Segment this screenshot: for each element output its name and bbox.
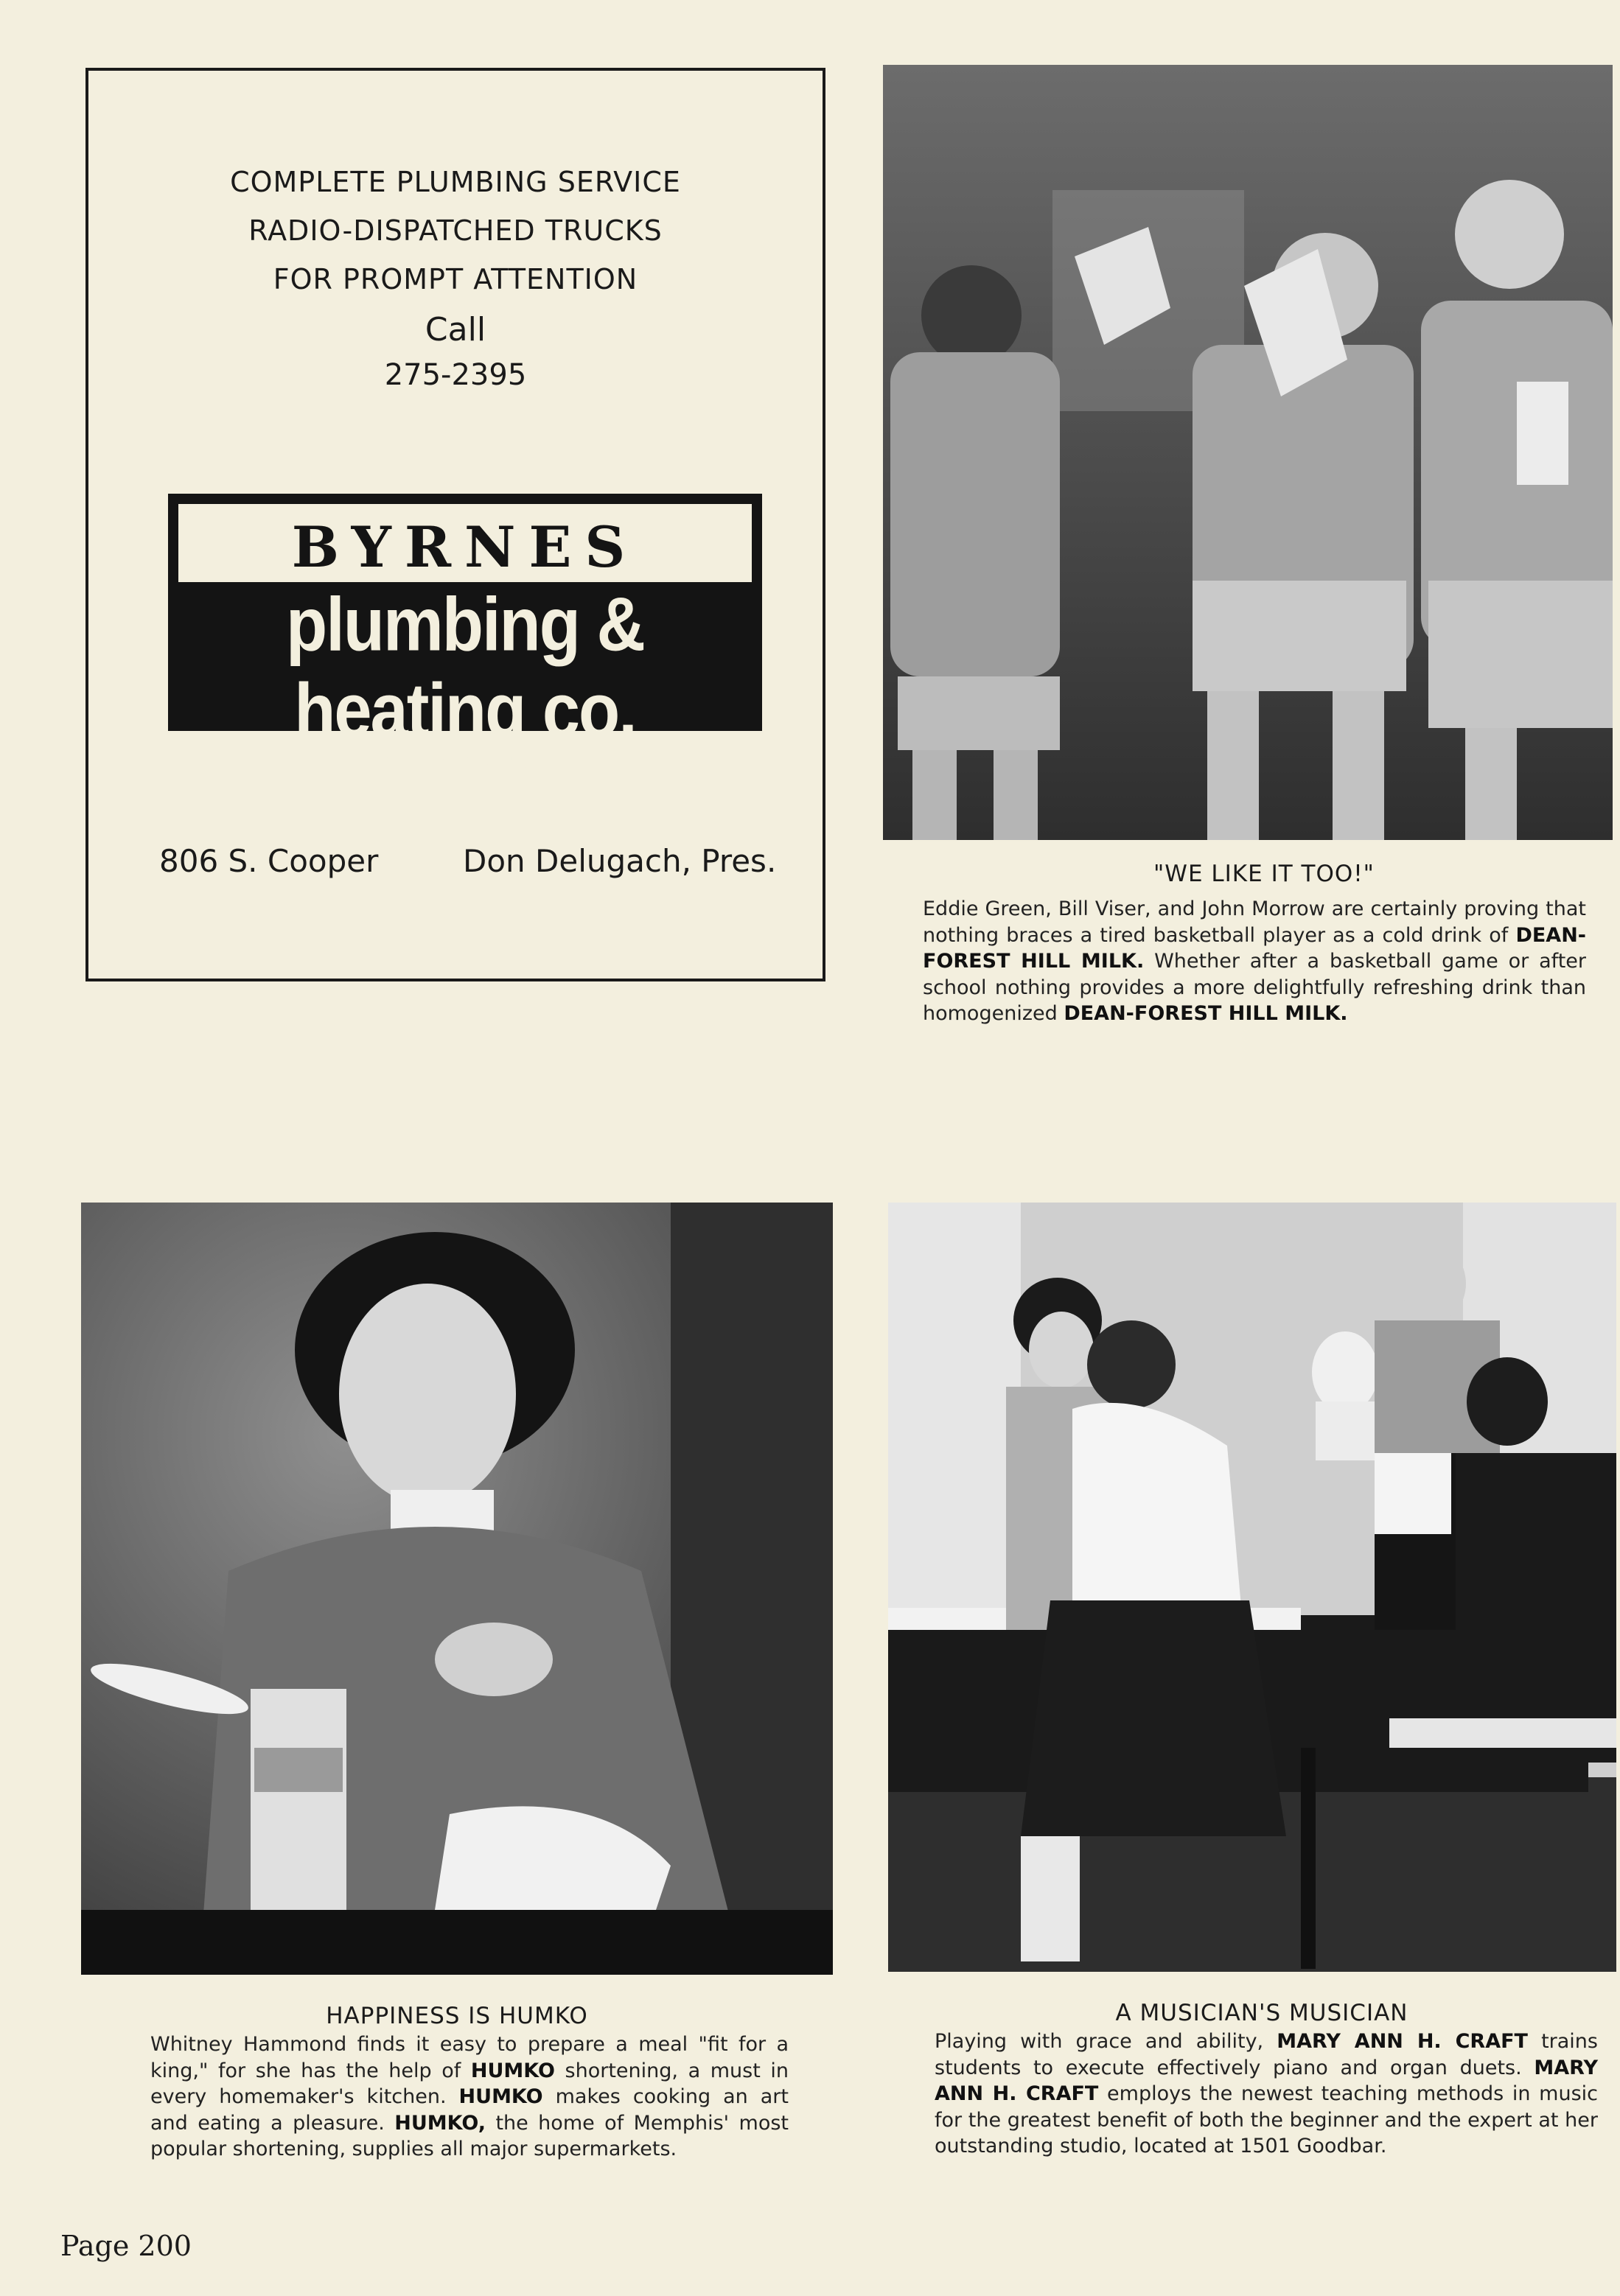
milk-caption-title: "WE LIKE IT TOO!" [1153,861,1375,887]
humko-caption-body [150,2031,789,2163]
musician-text-1: Playing with grace and ability, [935,2030,1277,2053]
humko-text-3: makes cooking an art and eating a pleasure. [150,2085,789,2135]
milk-text-1: Eddie Green, Bill Viser, and John Morrow are certainly proving that nothing braces a tired basketball player as a cold drink of [923,897,1586,947]
musician-name-2: MARY ANN H. CRAFT [935,2056,1598,2105]
basketball-players-photo [883,65,1613,840]
humko-text-2: shortening, a must in every homemaker's kitchen. [150,2059,789,2108]
milk-text-2: Whether after a basketball game or after school nothing provides a more delightfully refreshing drink than homogenized [923,950,1586,1025]
piano-studio-photo [888,1203,1616,1972]
musician-name-1: MARY ANN H. CRAFT [1277,2030,1528,2053]
ad-call: Call [425,311,486,349]
logo-incorporated: incorporated [369,748,562,778]
ad-president: Don Delugach, Pres. [463,843,777,879]
milk-brand-2: DEAN-FOREST HILL MILK. [1064,1002,1348,1025]
musician-caption-title: A MUSICIAN'S MUSICIAN [1115,2000,1408,2026]
logo-subtitle: plumbing & heating co. [286,582,644,753]
ad-phone: 275-2395 [384,358,527,392]
page-number: Page 200 [60,2230,192,2262]
ad-line-1: COMPLETE PLUMBING SERVICE [230,166,681,198]
plumbing-advertisement [85,68,825,981]
ad-address: 806 S. Cooper [159,843,379,879]
musician-text-2: trains students to execute effectively piano and organ duets. [935,2030,1598,2079]
humko-caption-title: HAPPINESS IS HUMKO [326,2003,588,2029]
logo-name: BYRNES [174,500,756,587]
milk-caption-body [923,896,1586,1027]
humko-brand-2: HUMKO [458,2085,543,2108]
musician-caption-body [935,2029,1598,2160]
humko-brand-1: HUMKO [470,2059,555,2082]
humko-text-1: Whitney Hammond finds it easy to prepare a meal "fit for a king," for she has the help of [150,2033,789,2082]
musician-text-3: employs the newest teaching methods in music for the greatest benefit of both the beginner and the expert at her outstanding studio, located at 1501 Goodbar. [935,2082,1599,2157]
milk-brand-1: DEAN-FOREST HILL MILK. [923,923,1586,973]
byrnes-logo [168,494,762,778]
humko-woman-photo [81,1203,833,1975]
ad-slogan [88,158,823,396]
ad-line-2: RADIO-DISPATCHED TRUCKS [248,214,663,247]
humko-text-4: the home of Memphis' most popular shortening, supplies all major supermarkets. [150,2111,789,2160]
humko-brand-3: HUMKO, [394,2111,486,2135]
ad-line-3: FOR PROMPT ATTENTION [273,263,638,295]
